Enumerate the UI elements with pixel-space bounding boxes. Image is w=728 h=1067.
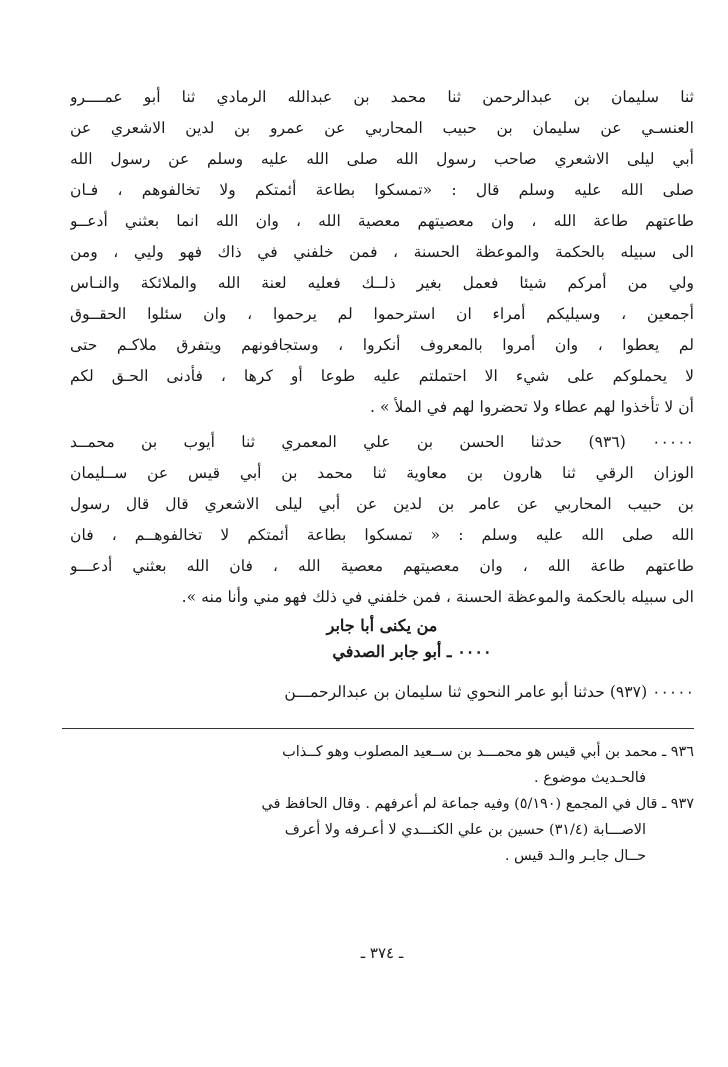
footnotes [70,739,694,869]
footnote-937-line: الاصـــابة (٣١/٤) حسين بن علي الكنـــدي لا أعـرفه ولا أعرف [284,822,646,838]
text-line: صلى الله عليه وسلم قال : «تمسكوا بطاعة أئمتكم ولا تخالفوهم ، فـان [70,181,694,199]
book-page [70,82,694,1002]
text-line: ولي من أمركم شيئا فعمل بغير ذلــك فعليه لعنة الله والملائكة والنـاس [70,274,694,292]
text-line: العنسـي عن سليمان بن حبيب المحاربي عن عمرو بن لدين الاشعري عن [70,119,694,137]
main-hadith-text [70,82,694,423]
footnote-937-line: حــال جابـر والـد قيس . [504,848,646,864]
hadith-937-text: ٠٠٠٠٠ (٩٣٧) حدثنا أبو عامر النحوي ثنا سليمان بن عبدالرحمـــن [284,683,694,701]
text-line: الوزان الرقي ثنا هارون بن معاوية ثنا محمد بن أبي قيس عن ســليمان [70,464,694,482]
footnote-937-line: ٩٣٧ ـ قال في المجمع (٥/١٩٠) وفيه جماعة لم أعرفهم . وقال الحافظ في [261,796,694,812]
text-line: طاعتهم طاعة الله ، وان معصيتهم معصية الله ، وان الله انما بعثني أدعــو [70,212,694,230]
text-line: الى سبيله بالحكمة والموعظة الحسنة ، فمن خلفني في ذلك فهو مني وأنا منه ». [181,588,694,606]
text-line: لا يحملوكم على شيء الا احتملتم عليه طوعا أو كرها ، فأدنى الحـق لكم [70,367,694,385]
text-line: ٠٠٠٠٠ (٩٣٦) حدثنا الحسن بن علي المعمري ثنا أيوب بن محمــد [70,433,694,451]
footnote-936-line: ٩٣٦ ـ محمد بن أبي قيس هو محمـــد بن ســعيد المصلوب وهو كــذاب [282,744,694,760]
text-line: الى سبيله بالحكمة والموعظة الحسنة ، فمن خلفني في ذاك فهو وليي ، ومن [70,243,694,261]
text-line: طاعتهم طاعة الله ، وان معصيتهم معصية الله ، فان الله بعثني أدعـــو [70,557,694,575]
text-line: الله صلى الله عليه وسلم : « تمسكوا بطاعة أئمتكم لا تخالفوهــم ، فان [70,526,694,544]
section-subtitle: ٠٠٠٠ ـ أبو جابر الصدفي [332,642,492,661]
footnote-divider [62,728,694,729]
footnote-936-line: فالحـديث موضوع . [534,770,646,786]
section-title: من يكنى أبا جابر [326,616,438,635]
text-line: ثنا سليمان بن عبدالرحمن ثنا محمد بن عبدالله الرمادي ثنا أبو عمــــرو [70,88,694,106]
page-number: ـ ٣٧٤ ـ [360,944,404,962]
hadith-936-text [70,427,694,613]
text-line: لم يعطوا ، وان أمروا بالمعروف أنكروا ، وستجافونهم ويتفرق ملاكـم حتى [70,336,694,354]
text-line: بن حبيب المحاربي عن عامر بن لدين عن أبي ليلى الاشعري قال قال رسول [70,495,694,513]
text-line: أجمعين ، وسيليكم أمراء ان استرحموا لم يرحموا ، وان سئلوا الحقــوق [70,305,694,323]
text-line: أن لا تأخذوا لهم عطاء ولا تحضروا لهم في الملأ » . [370,398,694,416]
text-line: أبي ليلى الاشعري صاحب رسول الله صلى الله عليه وسلم عن رسول الله [70,150,694,168]
